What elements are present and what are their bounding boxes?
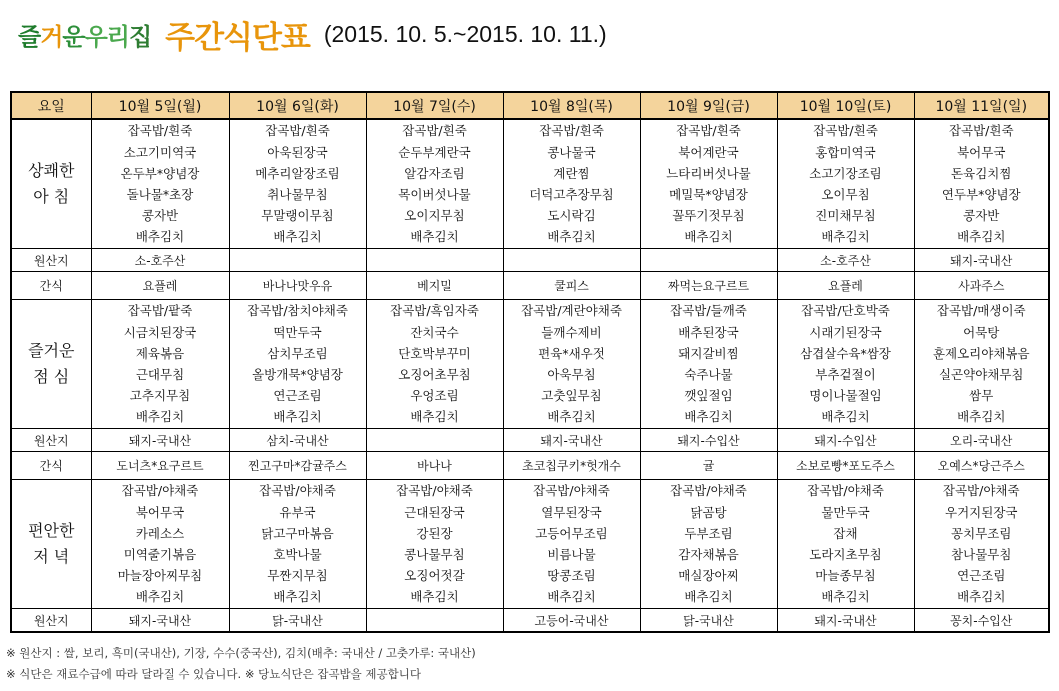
- menu-item: 배추김치: [821, 229, 870, 245]
- menu-item: 잡곡밥/야채죽: [396, 483, 473, 499]
- meal-cell: [503, 300, 640, 429]
- day-header: 10월 5일(월): [91, 92, 229, 119]
- menu-item: 잡곡밥/야채죽: [533, 483, 610, 499]
- meal-cell: [640, 119, 777, 249]
- menu-item: 배추김치: [410, 409, 459, 425]
- menu-item: 근대된장국: [404, 504, 465, 520]
- menu-item: 배추김치: [821, 409, 870, 425]
- snack-label: 간식: [11, 452, 91, 480]
- day-header-label: 요일: [11, 92, 91, 119]
- snack-label: 간식: [11, 272, 91, 300]
- menu-item: 잡곡밥/흰죽: [265, 123, 330, 139]
- origin-cell: 돼지-국내산: [91, 429, 229, 452]
- origin-cell: 꽁치-수입산: [914, 609, 1049, 633]
- menu-item: 배추김치: [957, 589, 1006, 605]
- menu-item: 배추김치: [547, 589, 596, 605]
- menu-item: 고춧잎무침: [541, 388, 602, 404]
- menu-item: 꽁치무조림: [951, 525, 1012, 541]
- menu-item: 떡만두국: [273, 324, 322, 340]
- meal-cell: [366, 119, 503, 249]
- menu-item: 근대무침: [135, 367, 185, 382]
- morning-snack-row: [11, 272, 1049, 300]
- origin-cell: 고등어-국내산: [503, 609, 640, 633]
- menu-item: 오이무침: [821, 187, 870, 202]
- menu-item: 잡채: [833, 525, 858, 541]
- footnote: ※ 식단은 재료수급에 따라 달라질 수 있습니다. ※ 당뇨식단은 잡곡밥을 제공합니다: [6, 667, 421, 681]
- menu-item: 소고기장조림: [809, 165, 882, 181]
- menu-item: 홍합미역국: [815, 144, 876, 160]
- origin-cell: [640, 249, 777, 272]
- menu-item: 잡곡밥/흰죽: [127, 123, 193, 139]
- origin-cell: 오리-국내산: [914, 429, 1049, 452]
- menu-item: 배추김치: [957, 229, 1006, 245]
- menu-item: 올방개묵*양념장: [252, 367, 343, 382]
- menu-item: 마늘장아찌무침: [117, 568, 203, 584]
- snack-cell: 짜먹는요구르트: [640, 272, 777, 300]
- menu-item: 배추김치: [821, 589, 870, 605]
- menu-item: 오징어초무침: [398, 367, 471, 382]
- menu-item: 배추김치: [273, 409, 322, 425]
- dinner-origin-row: [11, 609, 1049, 633]
- breakfast-label-line: 아 침: [33, 187, 70, 206]
- menu-item: 감자채볶음: [678, 547, 739, 562]
- menu-item: 꼴뚜기젓무침: [672, 208, 745, 224]
- menu-item: 유부국: [279, 504, 316, 520]
- origin-cell: 돼지-국내산: [91, 609, 229, 633]
- menu-item: 어묵탕: [963, 324, 1000, 340]
- menu-item: 콩자반: [141, 208, 179, 224]
- date-range: (2015. 10. 5.~2015. 10. 11.): [323, 20, 607, 47]
- snack-cell: 소보로빵*포도주스: [777, 452, 914, 480]
- menu-item: 배추김치: [135, 589, 185, 605]
- menu-item: 잡곡밥/야채죽: [807, 483, 884, 499]
- menu-item: 삼겹살수육*쌈장: [800, 345, 891, 361]
- snack-cell: 도너츠*요구르트: [91, 452, 229, 480]
- menu-item: 미역줄기볶음: [123, 547, 197, 562]
- meal-cell: [229, 119, 366, 249]
- footnote: ※ 원산지 : 쌀, 보리, 흑미(국내산), 기장, 수수(중국산), 김치(배추: 국내산 / 고춧가루: 국내산): [6, 646, 476, 660]
- menu-item: 배추김치: [273, 589, 322, 605]
- menu-item: 시금치된장국: [123, 324, 197, 340]
- logo-char: 즐: [18, 22, 41, 51]
- menu-item: 북어무국: [135, 504, 185, 520]
- breakfast-origin-row: [11, 249, 1049, 272]
- menu-item: 북어계란국: [678, 144, 739, 160]
- menu-item: 진미채무침: [815, 208, 876, 224]
- lunch-label: [11, 300, 91, 429]
- logo-char: 우리: [84, 22, 129, 51]
- menu-item: 편육*새우젓: [538, 345, 605, 361]
- menu-item: 깻잎절임: [684, 388, 733, 404]
- snack-cell: 요플레: [91, 272, 229, 300]
- menu-item: 고추지무침: [129, 388, 191, 404]
- snack-cell: 찐고구마*감귤주스: [229, 452, 366, 480]
- menu-item: 잡곡밥/계란야채죽: [521, 303, 622, 319]
- menu-item: 비름나물: [547, 547, 596, 562]
- menu-item: 잡곡밥/흰죽: [402, 123, 467, 139]
- menu-item: 잡곡밥/야채죽: [121, 483, 199, 499]
- menu-item: 열무된장국: [541, 504, 602, 520]
- menu-item: 배추김치: [410, 229, 459, 245]
- menu-item: 더덕고추장무침: [529, 187, 614, 202]
- meal-cell: [503, 480, 640, 609]
- menu-item: 연근조림: [957, 568, 1006, 584]
- meal-cell: [640, 300, 777, 429]
- menu-item: 잡곡밥/참치야채죽: [247, 303, 348, 319]
- origin-cell: [366, 429, 503, 452]
- menu-item: 배추김치: [684, 229, 733, 245]
- dinner-label: [11, 480, 91, 609]
- menu-item: 배추김치: [273, 229, 322, 245]
- lunch-label-line: 즐거운: [28, 341, 75, 360]
- menu-item: 강된장: [416, 525, 453, 541]
- page-title: 주간식단표: [165, 19, 310, 56]
- menu-item: 잡곡밥/흰죽: [948, 123, 1014, 139]
- footnotes: [6, 643, 476, 685]
- menu-item: 소고기미역국: [123, 144, 197, 160]
- meal-cell: [640, 480, 777, 609]
- menu-item: 배추김치: [547, 229, 596, 245]
- breakfast-row: [11, 119, 1049, 249]
- menu-item: 연두부*양념장: [941, 187, 1021, 202]
- menu-item: 돼지갈비찜: [678, 345, 739, 361]
- menu-item: 배추김치: [135, 409, 185, 425]
- origin-cell: 돼지-수입산: [777, 429, 914, 452]
- snack-cell: 초코칩쿠키*헛개수: [503, 452, 640, 480]
- menu-item: 참나물무침: [951, 547, 1012, 562]
- menu-item: 단호박부꾸미: [398, 345, 471, 361]
- menu-item: 부추겉절이: [815, 367, 876, 382]
- origin-cell: 닭-국내산: [640, 609, 777, 633]
- logo-char: 거: [40, 22, 63, 51]
- menu-item: 돈육김치찜: [951, 165, 1012, 181]
- origin-cell: 돼지-국내산: [914, 249, 1049, 272]
- menu-item: 제육볶음: [135, 345, 185, 361]
- menu-item: 북어무국: [957, 144, 1006, 160]
- menu-item: 알감자조림: [404, 165, 465, 181]
- lunch-origin-row: [11, 429, 1049, 452]
- menu-item: 배추된장국: [678, 324, 739, 340]
- snack-cell: 쿨피스: [503, 272, 640, 300]
- menu-item: 두부조림: [684, 525, 733, 541]
- origin-cell: [229, 249, 366, 272]
- menu-item: 순두부계란국: [398, 144, 471, 160]
- meal-cell: [777, 300, 914, 429]
- menu-item: 메추리알장조림: [255, 165, 340, 181]
- snack-cell: 귤: [640, 452, 777, 480]
- menu-item: 잡곡밥/야채죽: [259, 483, 336, 499]
- origin-cell: 소-호주산: [777, 249, 914, 272]
- menu-item: 잡곡밥/흰죽: [539, 123, 604, 139]
- origin-cell: 삼치-국내산: [229, 429, 366, 452]
- menu-item: 도라지초무침: [809, 547, 882, 562]
- snack-cell: 오예스*당근주스: [914, 452, 1049, 480]
- menu-item: 잡곡밥/흰죽: [676, 123, 741, 139]
- origin-cell: [366, 609, 503, 633]
- meal-cell: [914, 480, 1049, 609]
- snack-cell: 베지밀: [366, 272, 503, 300]
- lunch-label-line: 점 심: [33, 367, 70, 386]
- menu-item: 고등어무조림: [535, 525, 608, 541]
- menu-item: 명이나물절임: [809, 388, 882, 404]
- menu-item: 물만두국: [821, 504, 870, 520]
- snack-cell: 요플레: [777, 272, 914, 300]
- menu-item: 잡곡밥/들깨죽: [670, 303, 747, 319]
- origin-cell: 돼지-국내산: [503, 429, 640, 452]
- day-header: 10월 11일(일): [914, 92, 1049, 119]
- menu-item: 들깨수제비: [541, 324, 602, 340]
- menu-item: 삼치무조림: [267, 345, 328, 361]
- menu-item: 카레소스: [135, 525, 185, 541]
- meal-cell: [91, 119, 229, 249]
- meal-cell: [91, 300, 229, 429]
- breakfast-label: [11, 119, 91, 249]
- menu-item: 쌈무: [969, 388, 994, 404]
- menu-item: 도시락김: [547, 208, 596, 224]
- dinner-row: [11, 480, 1049, 609]
- menu-item: 호박나물: [273, 547, 322, 562]
- day-header: 10월 8일(목): [503, 92, 640, 119]
- menu-item: 아욱된장국: [267, 144, 328, 160]
- menu-item: 아욱무침: [547, 367, 596, 382]
- origin-label: 원산지: [11, 609, 91, 633]
- header: [18, 14, 607, 54]
- origin-cell: [366, 249, 503, 272]
- menu-item: 취나물무침: [267, 187, 328, 202]
- origin-cell: 돼지-수입산: [640, 429, 777, 452]
- menu-item: 잡곡밥/매생이죽: [936, 303, 1026, 319]
- snack-cell: 사과주스: [914, 272, 1049, 300]
- dinner-label-line: 저 녁: [33, 547, 70, 566]
- menu-item: 잡곡밥/야채죽: [942, 483, 1020, 499]
- menu-item: 닭고구마볶음: [261, 525, 334, 541]
- meal-cell: [229, 300, 366, 429]
- origin-cell: 소-호주산: [91, 249, 229, 272]
- meal-cell: [503, 119, 640, 249]
- meal-cell: [914, 119, 1049, 249]
- lunch-row: [11, 300, 1049, 429]
- snack-cell: 바나나맛우유: [229, 272, 366, 300]
- menu-item: 잔치국수: [410, 324, 459, 340]
- logo-char: 운: [62, 22, 85, 51]
- menu-item: 목이버섯나물: [398, 187, 471, 202]
- menu-item: 연근조림: [273, 388, 322, 404]
- weekly-menu-table: [10, 91, 1050, 633]
- menu-item: 콩자반: [963, 208, 1000, 224]
- origin-cell: 닭-국내산: [229, 609, 366, 633]
- menu-item: 계란찜: [553, 165, 590, 181]
- menu-item: 콩나물국: [547, 144, 596, 160]
- meal-cell: [229, 480, 366, 609]
- menu-item: 배추김치: [135, 229, 185, 245]
- menu-item: 오징어젓갈: [404, 568, 465, 584]
- day-header-row: [11, 92, 1049, 119]
- menu-item: 배추김치: [684, 589, 733, 605]
- menu-item: 매실장아찌: [678, 568, 739, 584]
- day-header: 10월 10일(토): [777, 92, 914, 119]
- origin-cell: 돼지-국내산: [777, 609, 914, 633]
- dinner-label-line: 편안한: [28, 521, 75, 540]
- menu-item: 시래기된장국: [809, 324, 882, 340]
- origin-label: 원산지: [11, 249, 91, 272]
- meal-cell: [366, 300, 503, 429]
- menu-item: 배추김치: [547, 409, 596, 425]
- origin-cell: [503, 249, 640, 272]
- menu-item: 닭곰탕: [690, 504, 727, 520]
- menu-item: 훈제오리야채볶음: [932, 345, 1030, 361]
- menu-item: 오이지무침: [404, 208, 465, 224]
- meal-cell: [91, 480, 229, 609]
- meal-cell: [366, 480, 503, 609]
- meal-cell: [777, 480, 914, 609]
- menu-item: 배추김치: [410, 589, 459, 605]
- menu-item: 배추김치: [684, 409, 733, 425]
- menu-item: 느타리버섯나물: [666, 165, 751, 181]
- menu-item: 온두부*양념장: [120, 165, 200, 181]
- logo-char: 집: [128, 22, 152, 51]
- menu-item: 잡곡밥/흑임자죽: [390, 303, 479, 319]
- menu-item: 우거지된장국: [945, 504, 1018, 520]
- menu-item: 메밀묵*양념장: [669, 187, 748, 202]
- menu-item: 콩나물무침: [404, 547, 465, 562]
- menu-item: 잡곡밥/팥죽: [127, 303, 193, 319]
- origin-label: 원산지: [11, 429, 91, 452]
- menu-item: 숙주나물: [684, 367, 733, 382]
- menu-item: 무짠지무침: [267, 568, 328, 584]
- menu-item: 무말랭이무침: [261, 208, 334, 224]
- menu-item: 우엉조림: [410, 388, 459, 404]
- menu-item: 돌나물*초장: [126, 187, 194, 202]
- menu-item: 실곤약야채무침: [938, 367, 1024, 382]
- menu-item: 잡곡밥/단호박죽: [801, 303, 890, 319]
- day-header: 10월 6일(화): [229, 92, 366, 119]
- afternoon-snack-row: [11, 452, 1049, 480]
- day-header: 10월 7일(수): [366, 92, 503, 119]
- meal-cell: [777, 119, 914, 249]
- menu-item: 마늘종무침: [815, 568, 876, 584]
- menu-item: 잡곡밥/야채죽: [670, 483, 747, 499]
- day-header: 10월 9일(금): [640, 92, 777, 119]
- meal-cell: [914, 300, 1049, 429]
- menu-item: 배추김치: [957, 409, 1006, 425]
- logo: [18, 17, 151, 52]
- menu-item: 잡곡밥/흰죽: [813, 123, 878, 139]
- breakfast-label-line: 상쾌한: [28, 161, 75, 180]
- menu-item: 땅콩조림: [547, 568, 596, 584]
- snack-cell: 바나나: [366, 452, 503, 480]
